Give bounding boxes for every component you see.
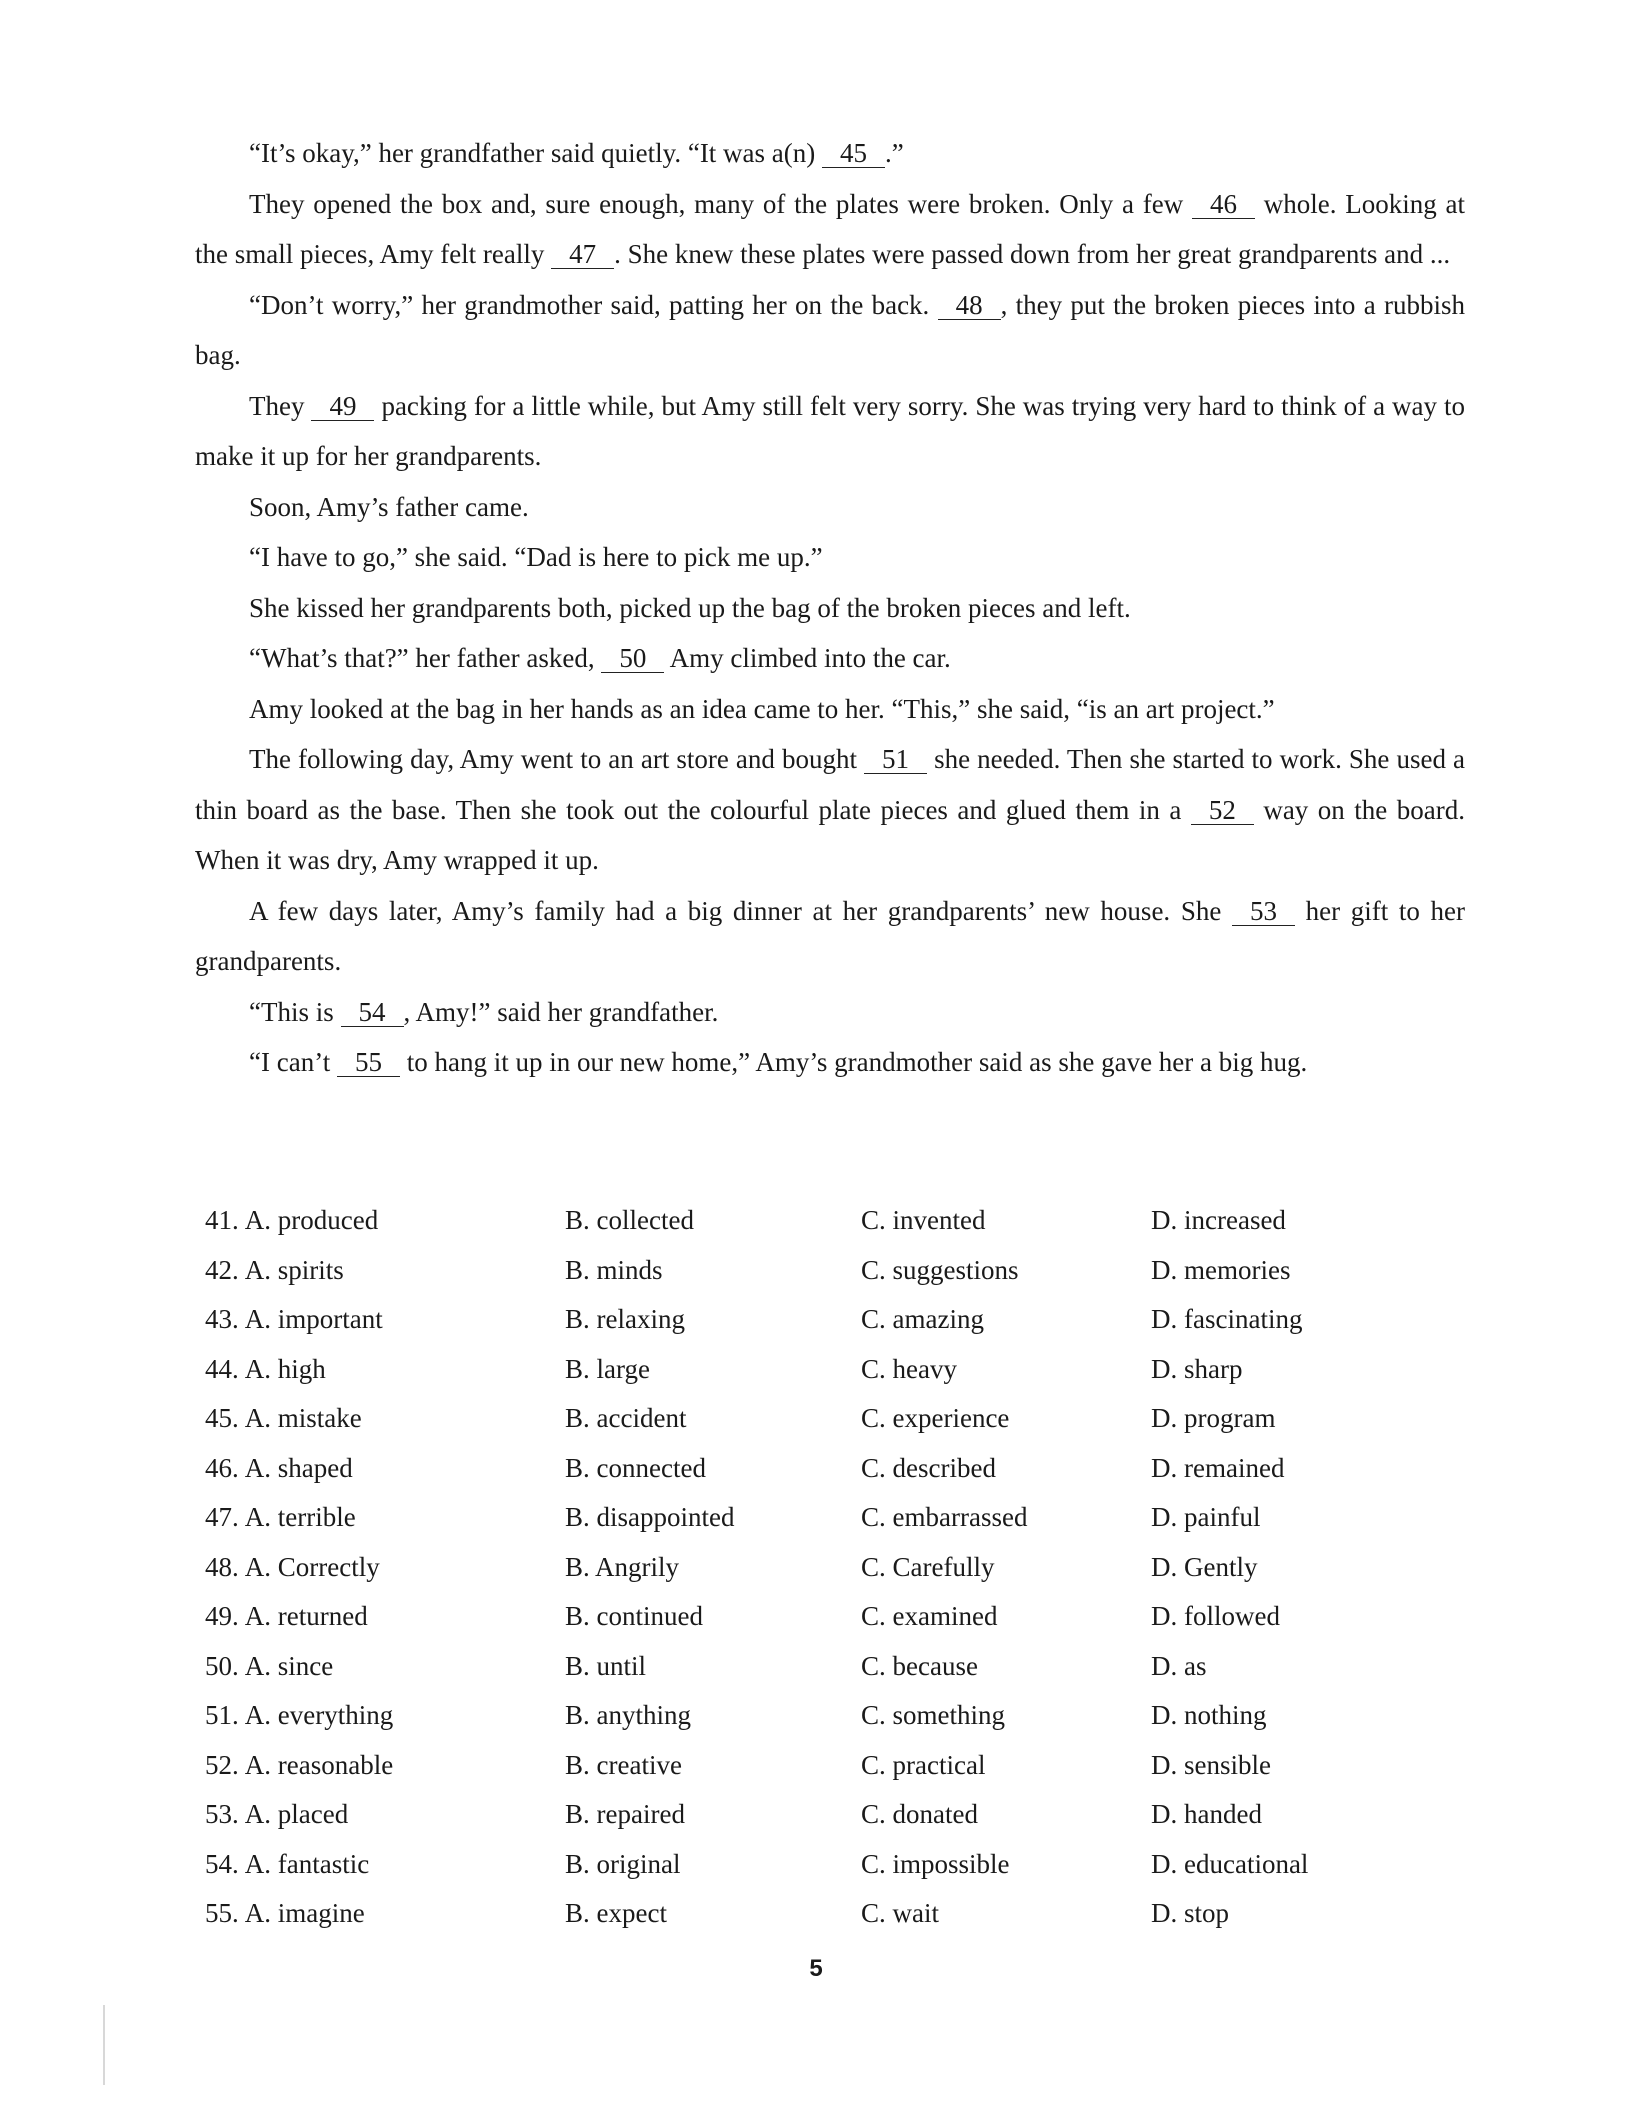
question-number: 53. <box>205 1799 239 1830</box>
paragraph: “I have to go,” she said. “Dad is here to pick me up.” <box>249 542 823 572</box>
option-number-and-a <box>205 1700 565 1731</box>
option-c: C. invented <box>861 1205 986 1236</box>
question-number: 52. <box>205 1749 239 1780</box>
option-d: D. as <box>1151 1650 1207 1681</box>
paragraph: Amy looked at the bag in her hands as an idea came to her. “This,” she said, “is an art project.” <box>249 693 1275 724</box>
blank-45: 45 <box>822 139 885 168</box>
text: They opened the box and, sure enough, many of the plates were broken. Only a few <box>249 188 1193 219</box>
question-number: 54. <box>205 1848 239 1879</box>
option-row <box>205 1394 1425 1444</box>
text: her gift to her grandparents. <box>195 895 1465 976</box>
option-number-and-a <box>205 1502 565 1533</box>
option-a: A. since <box>244 1650 334 1681</box>
option-row <box>205 1790 1425 1840</box>
option-a: A. shaped <box>244 1452 353 1483</box>
blank-47: 47 <box>551 240 614 269</box>
option-number-and-a <box>205 1601 565 1632</box>
option-d: D. increased <box>1151 1205 1286 1236</box>
option-d: D. educational <box>1151 1848 1309 1879</box>
text: The following day, Amy went to an art store and bought <box>249 744 865 774</box>
option-d: D. sharp <box>1151 1353 1243 1384</box>
option-b: B. until <box>565 1650 647 1681</box>
option-a: A. fantastic <box>244 1848 370 1879</box>
option-a: A. Correctly <box>244 1551 380 1582</box>
option-a: A. important <box>244 1304 383 1335</box>
option-d: D. stop <box>1151 1898 1230 1929</box>
option-number-and-a <box>205 1453 565 1484</box>
option-number-and-a <box>205 1255 565 1286</box>
question-number: 51. <box>205 1700 239 1731</box>
text: she needed. Then she started to work. She used a thin board as the base. Then she took out the colourful plate pieces and glued them in a <box>195 744 1465 825</box>
text: , Amy!” said her grandfather. <box>403 996 719 1027</box>
option-c: C. something <box>861 1700 1006 1731</box>
question-number: 44. <box>205 1353 239 1384</box>
option-number-and-a <box>205 1304 565 1335</box>
option-a: A. returned <box>244 1601 368 1632</box>
paragraph <box>195 381 1465 482</box>
text: to hang it up in our new home,” Amy’s grandmother said as she gave her a big hug. <box>399 1047 1308 1077</box>
question-number: 45. <box>205 1403 239 1434</box>
blank-53: 53 <box>1232 897 1295 926</box>
option-row <box>205 1889 1425 1939</box>
option-b: B. minds <box>565 1254 663 1285</box>
option-b: B. continued <box>565 1601 703 1632</box>
text: packing for a little while, but Amy still felt very sorry. She was trying very hard to think of a way to make it up for her grandparents. <box>195 390 1465 471</box>
question-number: 49. <box>205 1601 239 1632</box>
option-number-and-a <box>205 1849 565 1880</box>
option-d: D. memories <box>1151 1254 1291 1285</box>
option-number-and-a <box>205 1651 565 1682</box>
paragraph <box>195 179 1465 280</box>
option-number-and-a <box>205 1799 565 1830</box>
option-b: B. original <box>565 1848 681 1879</box>
option-row <box>205 1642 1425 1692</box>
option-a: A. reasonable <box>244 1749 394 1780</box>
option-c: C. wait <box>861 1898 939 1929</box>
option-d: D. Gently <box>1151 1551 1258 1582</box>
blank-52: 52 <box>1191 796 1254 825</box>
question-number: 50. <box>205 1650 239 1681</box>
paragraph: She kissed her grandparents both, picked up the bag of the broken pieces and left. <box>249 592 1131 623</box>
text: A few days later, Amy’s family had a big dinner at her grandparents’ new house. She <box>249 895 1232 926</box>
question-number: 43. <box>205 1304 239 1335</box>
option-c: C. embarrassed <box>861 1502 1028 1533</box>
option-d: D. followed <box>1151 1601 1280 1632</box>
option-number-and-a <box>205 1403 565 1434</box>
option-b: B. connected <box>565 1452 706 1483</box>
option-number-and-a <box>205 1205 565 1236</box>
scan-edge-mark <box>103 2005 105 2085</box>
option-c: C. because <box>861 1650 978 1681</box>
option-c: C. described <box>861 1452 996 1483</box>
paragraph <box>195 886 1465 987</box>
text: “Don’t worry,” her grandmother said, patting her on the back. <box>249 289 938 320</box>
option-a: A. spirits <box>244 1254 344 1285</box>
option-row <box>205 1345 1425 1395</box>
option-c: C. suggestions <box>861 1254 1019 1285</box>
option-d: D. painful <box>1151 1502 1261 1533</box>
option-row <box>205 1691 1425 1741</box>
cloze-passage <box>195 128 1465 1088</box>
option-b: B. disappointed <box>565 1502 735 1533</box>
blank-48: 48 <box>938 291 1001 320</box>
option-a: A. everything <box>244 1700 394 1731</box>
text: Amy climbed into the car. <box>664 643 951 673</box>
text: whole. Looking at the small pieces, Amy felt really <box>195 188 1465 269</box>
blank-51: 51 <box>864 745 927 774</box>
option-number-and-a <box>205 1898 565 1929</box>
option-c: C. impossible <box>861 1848 1010 1879</box>
option-b: B. relaxing <box>565 1304 685 1335</box>
option-d: D. fascinating <box>1151 1304 1303 1335</box>
option-b: B. Angrily <box>565 1551 680 1582</box>
option-d: D. nothing <box>1151 1700 1267 1731</box>
text: , they put the broken pieces into a rubbish bag. <box>195 289 1465 370</box>
option-b: B. accident <box>565 1403 687 1434</box>
option-d: D. remained <box>1151 1452 1285 1483</box>
blank-50: 50 <box>601 644 664 673</box>
option-b: B. creative <box>565 1749 682 1780</box>
option-row <box>205 1543 1425 1593</box>
question-number: 41. <box>205 1205 239 1236</box>
question-number: 47. <box>205 1502 239 1533</box>
text: “What’s that?” her father asked, <box>249 643 602 673</box>
question-number: 48. <box>205 1551 239 1582</box>
option-c: C. Carefully <box>861 1551 995 1582</box>
option-a: A. placed <box>244 1799 349 1830</box>
blank-46: 46 <box>1192 190 1255 219</box>
option-b: B. anything <box>565 1700 691 1731</box>
option-d: D. handed <box>1151 1799 1262 1830</box>
option-b: B. expect <box>565 1898 667 1929</box>
text: They <box>249 390 312 421</box>
text: way on the board. When it was dry, Amy wrapped it up. <box>195 794 1465 875</box>
option-c: C. experience <box>861 1403 1010 1434</box>
text: “This is <box>249 996 341 1027</box>
text: . She knew these plates were passed down from her great grandparents and ... <box>614 239 1451 269</box>
option-row <box>205 1741 1425 1791</box>
option-a: A. produced <box>244 1205 379 1236</box>
blank-55: 55 <box>337 1048 400 1077</box>
paragraph <box>195 633 1465 684</box>
paragraph <box>195 734 1465 886</box>
option-row <box>205 1493 1425 1543</box>
option-row <box>205 1196 1425 1246</box>
option-b: B. repaired <box>565 1799 685 1830</box>
question-number: 42. <box>205 1254 239 1285</box>
paragraph <box>195 280 1465 381</box>
question-number: 46. <box>205 1452 239 1483</box>
option-b: B. large <box>565 1353 650 1384</box>
option-row <box>205 1295 1425 1345</box>
option-c: C. donated <box>861 1799 978 1830</box>
text: “I can’t <box>249 1047 337 1077</box>
paragraph <box>195 128 1465 179</box>
option-a: A. high <box>244 1353 326 1384</box>
option-row <box>205 1592 1425 1642</box>
paragraph: Soon, Amy’s father came. <box>249 491 529 522</box>
option-c: C. heavy <box>861 1353 957 1384</box>
blank-54: 54 <box>341 998 404 1027</box>
option-a: A. terrible <box>244 1502 356 1533</box>
option-number-and-a <box>205 1354 565 1385</box>
option-d: D. program <box>1151 1403 1276 1434</box>
text: .” <box>885 138 904 168</box>
option-number-and-a <box>205 1750 565 1781</box>
answer-options <box>205 1196 1425 1939</box>
question-number: 55. <box>205 1898 239 1929</box>
option-a: A. imagine <box>244 1898 365 1929</box>
paragraph <box>195 987 1465 1038</box>
page-number: 5 <box>809 1955 823 1982</box>
option-a: A. mistake <box>244 1403 362 1434</box>
option-row <box>205 1840 1425 1890</box>
option-row <box>205 1444 1425 1494</box>
option-c: C. amazing <box>861 1304 984 1335</box>
option-number-and-a <box>205 1552 565 1583</box>
paragraph <box>195 1037 1465 1088</box>
text: “It’s okay,” her grandfather said quietly. “It was a(n) <box>249 138 823 168</box>
option-c: C. practical <box>861 1749 986 1780</box>
option-c: C. examined <box>861 1601 998 1632</box>
blank-49: 49 <box>311 392 374 421</box>
option-row <box>205 1246 1425 1296</box>
option-b: B. collected <box>565 1205 694 1236</box>
option-d: D. sensible <box>1151 1749 1271 1780</box>
